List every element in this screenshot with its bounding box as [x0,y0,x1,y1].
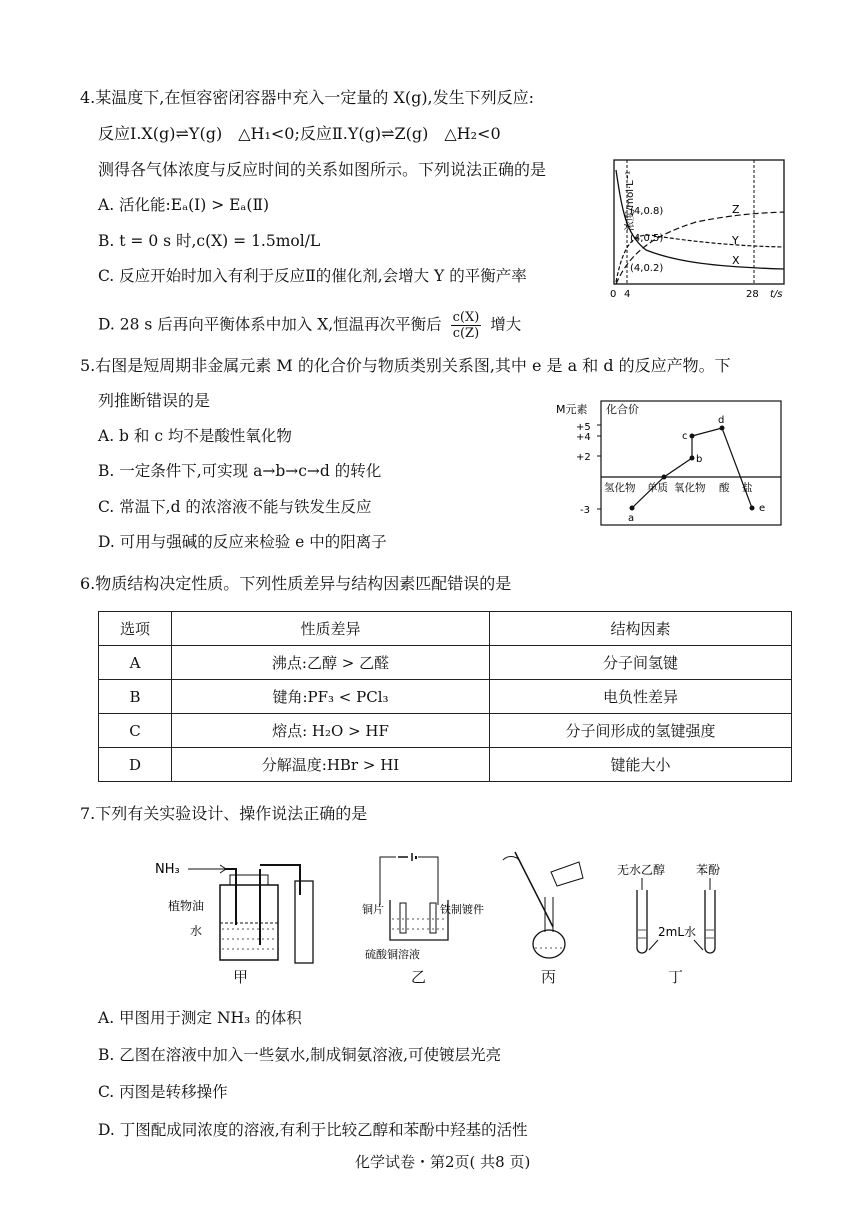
q5-option-d: D. 可用与强碱的反应来检验 e 中的阳离子 [98,533,387,551]
q5-option-c: C. 常温下,d 的浓溶液不能与铁发生反应 [98,498,372,516]
cell: 沸点:乙醇 > 乙醛 [172,646,490,680]
ytick-p2: +2 [576,452,591,463]
q5-valence-chart [556,393,786,528]
ytick-p4: +4 [576,432,591,443]
cat-2: 氧化物 [674,482,706,494]
q4-option-b: B. t = 0 s 时,c(X) = 1.5mol/L [98,232,321,250]
cell: D [99,748,172,782]
curve-label-x: X [732,254,740,267]
table-row [99,646,792,680]
cat-1: 单质 [647,482,668,494]
chart-ylabel: 浓度/mol·L⁻¹ [625,170,636,231]
point-c: c [682,431,688,442]
caption-bing: 丙 [541,968,557,986]
figure-jia [150,845,340,965]
q7-stem: 7.下列有关实验设计、操作说法正确的是 [80,804,368,823]
curve-label-z: Z [732,203,740,216]
q7-option-b: B. 乙图在溶液中加入一些氨水,制成铜氨溶液,可使镀层光亮 [98,1046,502,1064]
q5-option-a: A. b 和 c 均不是酸性氧化物 [98,427,292,445]
label-iron-piece: 铁制镀件 [440,903,484,916]
ylabel-2: 化合价 [606,403,639,416]
curve-x [616,170,784,269]
q7-option-d: D. 丁图配成同浓度的溶液,有利于比较乙醇和苯酚中羟基的活性 [98,1121,528,1139]
header-option: 选项 [99,612,172,646]
ytick-p5: +5 [576,422,591,433]
cell: 电负性差异 [490,680,792,714]
label-water: 水 [190,924,203,938]
beaker-tilted [551,862,583,886]
cat-3: 酸 [719,482,730,494]
ytick-m3: -3 [580,505,590,516]
caption-yi: 乙 [411,968,427,986]
label-cuso4: 硫酸铜溶液 [365,948,420,961]
figure-bing [495,842,585,964]
caption-ding: 丁 [668,968,684,986]
q4-option-d-text: D. 28 s 后再向平衡体系中加入 X,恒温再次平衡后 [98,315,442,334]
cell: C [99,714,172,748]
table-header-row [99,612,792,646]
q4-reactions: 反应Ⅰ.X(g)⇌Y(g) △H₁<0;反应Ⅱ.Y(g)⇌Z(g) △H₂<0 [98,124,501,143]
cell: 分子间形成的氢键强度 [490,714,792,748]
fraction-denominator: c(Z) [452,326,480,341]
valence-line [632,428,752,508]
x-tick-4: 4 [624,289,631,300]
q4-concentration-chart [586,150,796,302]
x-tick-0: 0 [610,289,617,300]
label-oil: 植物油 [168,899,205,913]
label-water-volume: 2mL水 [658,925,697,939]
q4-prompt: 测得各气体浓度与反应时间的关系如图所示。下列说法正确的是 [98,160,547,179]
cell: 分解温度:HBr > HI [172,748,490,782]
cell: 熔点: H₂O > HF [172,714,490,748]
point-d: d [718,415,725,426]
q7-option-a: A. 甲图用于测定 NH₃ 的体积 [98,1009,302,1027]
chart-frame [601,401,781,525]
q7-option-c: C. 丙图是转移操作 [98,1083,228,1101]
point-b: b [696,454,703,465]
label-nh3: NH₃ [155,862,180,877]
cat-4: 盐 [742,482,753,494]
table-row [99,748,792,782]
q4-stem: 4.某温度下,在恒容密闭容器中充入一定量的 X(g),发生下列反应: [80,88,535,107]
test-tube-1 [637,890,647,953]
test-tube-2 [705,890,715,953]
cell: B [99,680,172,714]
q4-option-d [98,310,521,341]
q4-option-d-tail: 增大 [490,315,522,334]
header-structure: 结构因素 [490,612,792,646]
header-property: 性质差异 [172,612,490,646]
cell: 键角:PF₃ < PCl₃ [172,680,490,714]
point-e: e [759,503,766,514]
table-row [99,714,792,748]
q4-option-a: A. 活化能:Eₐ(Ⅰ) > Eₐ(Ⅱ) [98,196,270,214]
q6-stem: 6.物质结构决定性质。下列性质差异与结构因素匹配错误的是 [80,574,512,593]
q5-option-b: B. 一定条件下,可实现 a→b→c→d 的转化 [98,462,382,480]
point-label-2: (4,0.2) [630,263,664,274]
page-footer: 化学试卷・第2页( 共8 页) [355,1153,531,1171]
measuring-cylinder [295,881,313,963]
figure-ding [612,858,742,963]
cell: 分子间氢键 [490,646,792,680]
cat-0: 氢化物 [604,482,636,494]
point-a: a [628,513,635,524]
q4-option-d-fraction [451,310,482,341]
figure-yi [360,845,484,965]
point-label-1: (4,0.5) [630,233,664,244]
label-copper: 铜片 [362,903,384,916]
x-tick-28: 28 [746,289,759,300]
volumetric-flask [533,930,565,958]
label-ethanol: 无水乙醇 [617,863,666,877]
cell: A [99,646,172,680]
q5-stem-line1: 5.右图是短周期非金属元素 M 的化合价与物质类别关系图,其中 e 是 a 和 d 的反应产物。下 [80,356,731,375]
curve-label-y: Y [732,234,739,247]
ylabel-1: M元素 [556,403,588,416]
label-phenol: 苯酚 [696,863,721,877]
q5-stem-line2: 列推断错误的是 [98,391,211,410]
q4-option-c: C. 反应开始时加入有利于反应Ⅱ的催化剂,会增大 Y 的平衡产率 [98,267,527,285]
table-row [99,680,792,714]
fraction-numerator: c(X) [452,310,480,325]
point-label-0: (4,0.8) [630,206,664,217]
cell: 键能大小 [490,748,792,782]
caption-jia: 甲 [233,968,249,986]
chart-xlabel: t/s [770,289,783,300]
q6-table [98,611,792,782]
